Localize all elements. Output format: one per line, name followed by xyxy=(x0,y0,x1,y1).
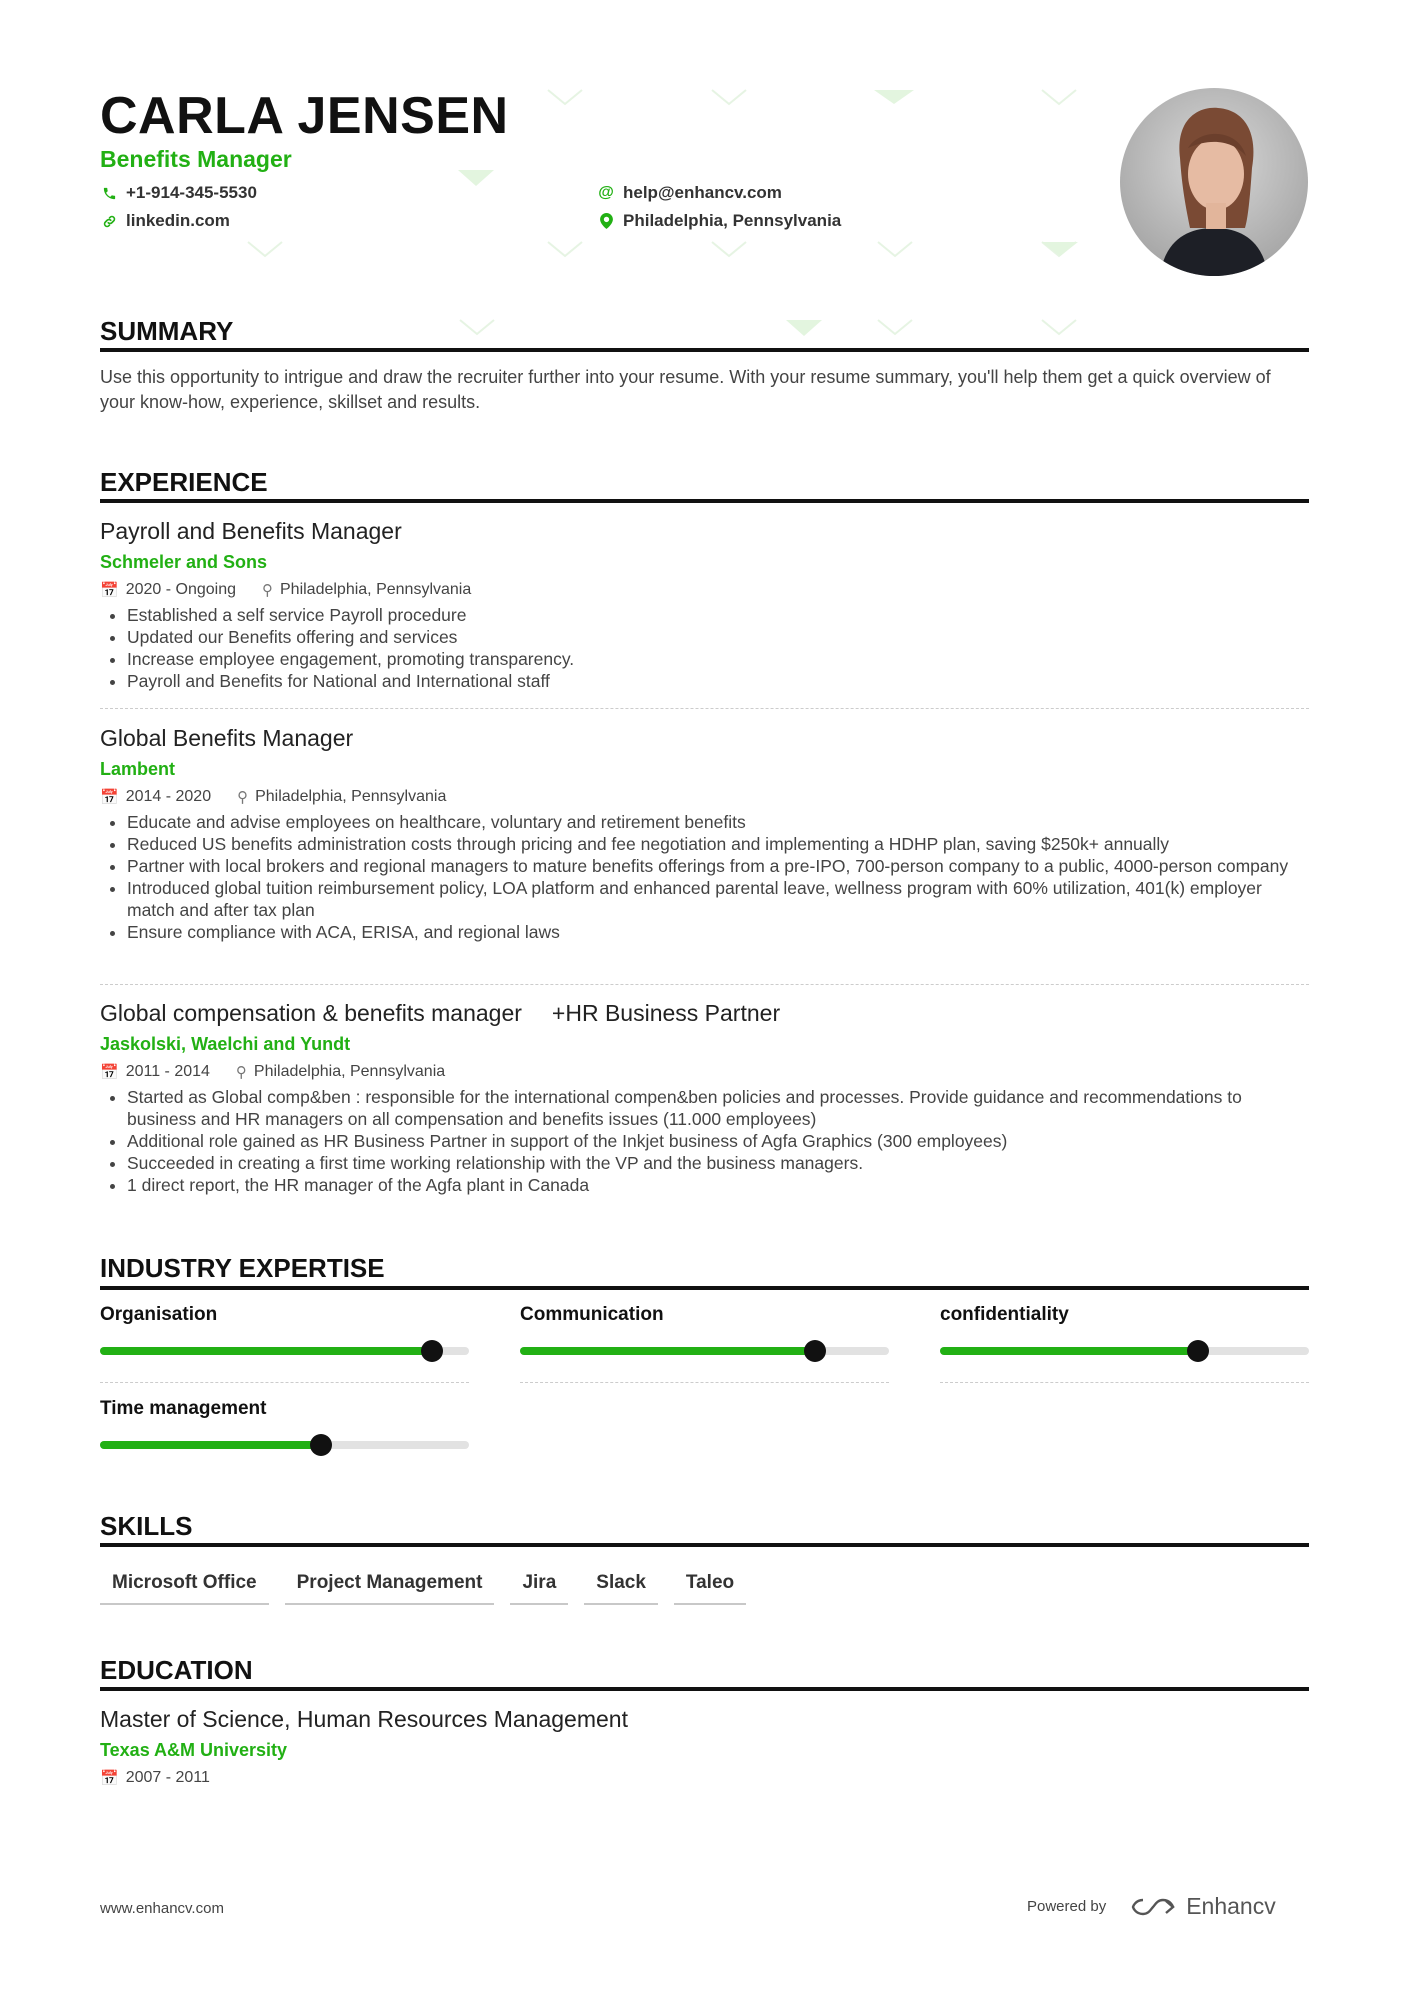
job-meta xyxy=(100,581,1309,599)
company-name: Schmeler and Sons xyxy=(100,552,268,572)
calendar-icon: 📅 xyxy=(100,1064,119,1081)
location-text: Philadelphia, Pennsylvania xyxy=(623,211,842,230)
contact-location xyxy=(597,211,841,231)
expertise-heading: INDUSTRY EXPERTISE xyxy=(100,1253,385,1283)
phone-icon xyxy=(100,186,118,201)
candidate-name: CARLA JENSEN xyxy=(100,87,509,145)
job-title: Global compensation & benefits manager xyxy=(100,1000,522,1026)
link-icon xyxy=(100,214,118,229)
expertise-label: Communication xyxy=(520,1304,664,1325)
job-meta xyxy=(100,788,1309,806)
calendar-icon: 📅 xyxy=(100,789,119,806)
contact-email xyxy=(597,183,782,203)
expertise-bar xyxy=(100,1347,469,1355)
list-item: • Introduced global tuition reimbursement policy, LOA platform and enhanced parental leave, wellness program with 60% utilization, 401(k) employer match and after tax plan xyxy=(127,877,1309,921)
footer-branding xyxy=(1027,1893,1276,1920)
candidate-role: Benefits Manager xyxy=(100,146,292,172)
education-degree: Master of Science, Human Resources Management xyxy=(100,1706,628,1732)
map-pin-icon xyxy=(597,213,615,229)
education-rule xyxy=(100,1687,1309,1691)
enhancv-logo[interactable] xyxy=(1130,1893,1276,1920)
expertise-label: Time management xyxy=(100,1398,267,1419)
company-name: Jaskolski, Waelchi and Yundt xyxy=(100,1034,351,1054)
expertise-divider xyxy=(940,1382,1309,1383)
expertise-bar xyxy=(520,1347,889,1355)
list-item: • Additional role gained as HR Business Partner in support of the Inkjet business of Agfa Graphics (300 employees) xyxy=(127,1130,1309,1152)
job-divider xyxy=(100,708,1309,709)
expertise-divider xyxy=(100,1382,469,1383)
skill-tag: Slack xyxy=(584,1572,658,1605)
education-entry xyxy=(100,1706,628,1787)
skill-tag: Microsoft Office xyxy=(100,1572,269,1605)
list-item: • Established a self service Payroll procedure xyxy=(127,604,1309,626)
job-bullets xyxy=(100,604,1309,692)
at-icon: @ xyxy=(598,184,614,201)
expertise-bar xyxy=(100,1441,469,1449)
footer-website[interactable]: www.enhancv.com xyxy=(100,1900,224,1917)
job-entry xyxy=(100,1000,1309,1196)
expertise-item xyxy=(100,1398,469,1449)
job-location: Philadelphia, Pennsylvania xyxy=(280,581,472,598)
enhancv-logo-icon xyxy=(1130,1896,1176,1918)
list-item: • Started as Global comp&ben : responsible for the international compen&ben policies and processes. Provide guidance and recommendations to business and HR managers on all compensation and benefits issues (11.000 employees) xyxy=(127,1086,1309,1130)
expertise-label: confidentiality xyxy=(940,1304,1069,1325)
email-text[interactable]: help@enhancv.com xyxy=(623,183,782,202)
expertise-bar-fill xyxy=(940,1347,1198,1355)
job-divider xyxy=(100,984,1309,985)
job-title-extra: +HR Business Partner xyxy=(551,1000,781,1026)
list-item: • 1 direct report, the HR manager of the Agfa plant in Canada xyxy=(127,1174,1309,1196)
skills-rule xyxy=(100,1543,1309,1547)
job-dates: 2014 - 2020 xyxy=(125,788,212,805)
job-dates: 2011 - 2014 xyxy=(125,1063,210,1080)
map-pin-icon: ⚲ xyxy=(237,789,249,806)
experience-heading: EXPERIENCE xyxy=(100,467,268,497)
expertise-bar xyxy=(940,1347,1309,1355)
expertise-bar-fill xyxy=(520,1347,815,1355)
job-location: Philadelphia, Pennsylvania xyxy=(253,1063,446,1080)
job-entry xyxy=(100,725,1309,943)
skills-heading: SKILLS xyxy=(100,1511,193,1541)
expertise-rule xyxy=(100,1286,1309,1290)
education-meta xyxy=(100,1769,628,1787)
map-pin-icon: ⚲ xyxy=(235,1064,247,1081)
expertise-item xyxy=(520,1304,889,1355)
job-meta xyxy=(100,1063,1309,1081)
expertise-divider xyxy=(520,1382,889,1383)
map-pin-icon: ⚲ xyxy=(262,582,273,599)
powered-by-text: Powered by xyxy=(1027,1898,1107,1915)
expertise-item xyxy=(100,1304,469,1355)
education-dates: 2007 - 2011 xyxy=(125,1769,210,1786)
job-dates: 2020 - Ongoing xyxy=(125,581,236,598)
list-item: • Reduced US benefits administration costs through pricing and fee negotiation and implementing a HDHP plan, saving $250k+ annually xyxy=(127,833,1309,855)
job-title: Global Benefits Manager xyxy=(100,725,354,751)
skills-list xyxy=(100,1572,746,1605)
linkedin-text[interactable]: linkedin.com xyxy=(126,211,230,230)
list-item: • Ensure compliance with ACA, ERISA, and regional laws xyxy=(127,921,1309,943)
experience-rule xyxy=(100,499,1309,503)
job-entry xyxy=(100,518,1309,692)
skill-tag: Taleo xyxy=(674,1572,746,1605)
education-school: Texas A&M University xyxy=(100,1740,288,1760)
summary-heading: SUMMARY xyxy=(100,316,234,346)
brand-name: Enhancv xyxy=(1186,1893,1276,1919)
expertise-item xyxy=(940,1304,1309,1355)
calendar-icon: 📅 xyxy=(100,582,119,599)
education-heading: EDUCATION xyxy=(100,1655,253,1685)
list-item: • Payroll and Benefits for National and International staff xyxy=(127,670,1309,692)
job-bullets xyxy=(100,811,1309,943)
phone-text[interactable]: +1-914-345-5530 xyxy=(126,183,257,202)
company-name: Lambent xyxy=(100,759,176,779)
list-item: • Succeeded in creating a first time working relationship with the VP and the business managers. xyxy=(127,1152,1309,1174)
list-item: • Updated our Benefits offering and services xyxy=(127,626,1309,648)
profile-photo xyxy=(1120,88,1308,276)
expertise-bar-fill xyxy=(100,1441,321,1449)
expertise-bar-knob xyxy=(310,1434,332,1456)
skill-tag: Project Management xyxy=(285,1572,495,1605)
summary-rule xyxy=(100,348,1309,352)
expertise-bar-knob xyxy=(421,1340,443,1362)
job-bullets xyxy=(100,1086,1309,1196)
list-item: • Educate and advise employees on healthcare, voluntary and retirement benefits xyxy=(127,811,1309,833)
calendar-icon: 📅 xyxy=(100,1770,119,1787)
list-item: • Increase employee engagement, promoting transparency. xyxy=(127,648,1309,670)
skill-tag: Jira xyxy=(510,1572,568,1605)
contact-phone xyxy=(100,183,257,203)
expertise-bar-fill xyxy=(100,1347,432,1355)
job-location: Philadelphia, Pennsylvania xyxy=(255,788,447,805)
expertise-label: Organisation xyxy=(100,1304,218,1325)
contact-linkedin xyxy=(100,211,230,231)
summary-text: Use this opportunity to intrigue and draw the recruiter further into your resume. With your resume summary, you'll help them get a quick overview of your know-how, experience, skillset and results. xyxy=(100,367,1271,412)
list-item: • Partner with local brokers and regional managers to mature benefits offerings from a pre-IPO, 700-person company to a public, 4000-person company xyxy=(127,855,1309,877)
job-title: Payroll and Benefits Manager xyxy=(100,518,402,544)
expertise-bar-knob xyxy=(804,1340,826,1362)
expertise-bar-knob xyxy=(1187,1340,1209,1362)
job-title-row xyxy=(100,1000,1309,1027)
